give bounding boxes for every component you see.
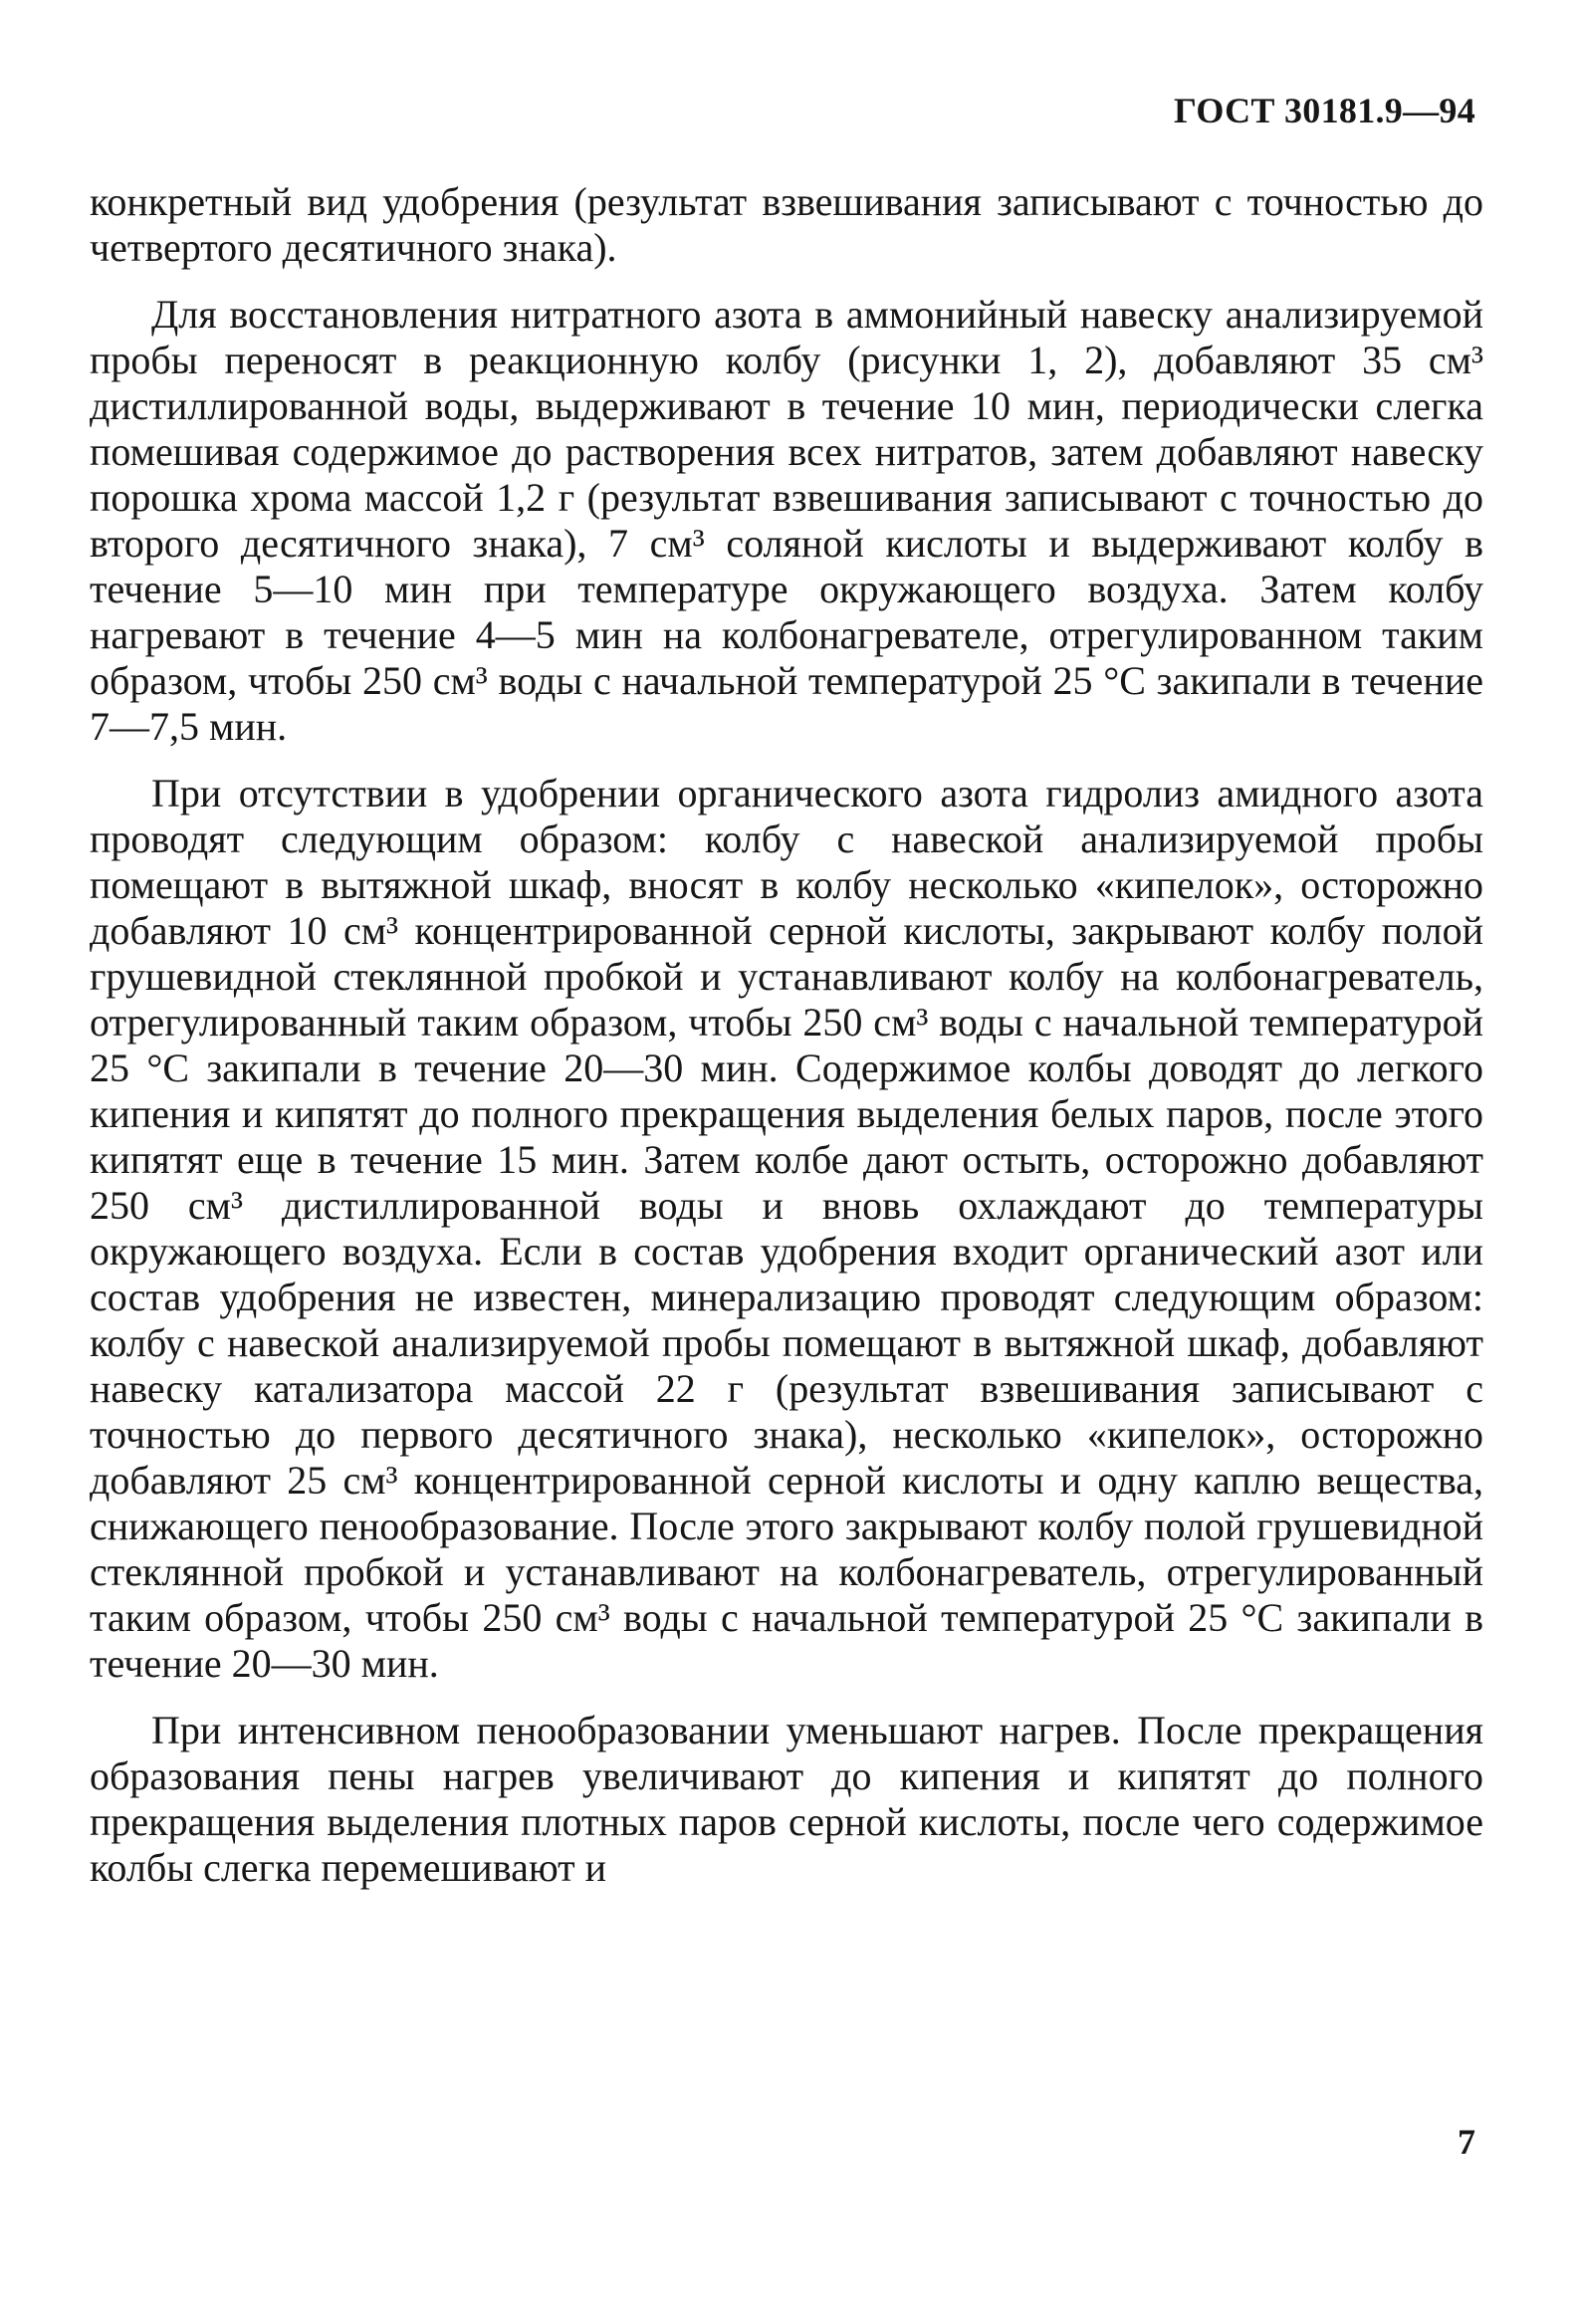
paragraph-continued: конкретный вид удобрения (результат взвешивания записывают с точностью до четвертого десятичного знака).	[90, 179, 1483, 270]
page-number: 7	[1458, 2122, 1475, 2162]
paragraph-foaming: При интенсивном пенообразовании уменьшают нагрев. После прекращения образования пены нагрев увеличивают до кипения и кипятят до полного прекращения выделения плотных паров серной кислоты, после чего содержимое колбы слегка перемешивают и	[90, 1708, 1483, 1890]
standard-header: ГОСТ 30181.9—94	[1174, 91, 1475, 130]
body-text	[90, 179, 1483, 1912]
paragraph-hydrolysis-mineralization: При отсутствии в удобрении органического азота гидролиз амидного азота проводят следующим образом: колбу с навеской анализируемой пробы помещают в вытяжной шкаф, вносят в колбу несколько «кипелок», осторожно добавляют 10 см³ концентрированной серной кислоты, закрывают колбу полой грушевидной стеклянной пробкой и устанавливают колбу на колбонагреватель, отрегулированный таким образом, чтобы 250 см³ воды с начальной температурой 25 °С закипали в течение 20—30 мин. Содержимое колбы доводят до легкого кипения и кипятят до полного прекращения выделения белых паров, после этого кипятят еще в течение 15 мин. Затем колбе дают остыть, осторожно добавляют 250 см³ дистиллированной воды и вновь охлаждают до температуры окружающего воздуха. Если в состав удобрения входит органический азот или состав удобрения не известен, минерализацию проводят следующим образом: колбу с навеской анализируемой пробы помещают в вытяжной шкаф, добавляют навеску катализатора массой 22 г (результат взвешивания записывают с точностью до первого десятичного знака), несколько «кипелок», осторожно добавляют 25 см³ концентрированной серной кислоты и одну каплю вещества, снижающего пенообразование. После этого закрывают колбу полой грушевидной стеклянной пробкой и устанавливают на колбонагреватель, отрегулированный таким образом, чтобы 250 см³ воды с начальной температурой 25 °С закипали в течение 20—30 мин.	[90, 771, 1483, 1686]
paragraph-nitrate-reduction: Для восстановления нитратного азота в аммонийный навеску анализируемой пробы переносят в реакционную колбу (рисунки 1, 2), добавляют 35 см³ дистиллированной воды, выдерживают в течение 10 мин, периодически слегка помешивая содержимое до растворения всех нитратов, затем добавляют навеску порошка хрома массой 1,2 г (результат взвешивания записывают с точностью до второго десятичного знака), 7 см³ соляной кислоты и выдерживают колбу в течение 5—10 мин при температуре окружающего воздуха. Затем колбу нагревают в течение 4—5 мин на колбонагревателе, отрегулированном таким образом, чтобы 250 см³ воды с начальной температурой 25 °С закипали в течение 7—7,5 мин.	[90, 292, 1483, 749]
